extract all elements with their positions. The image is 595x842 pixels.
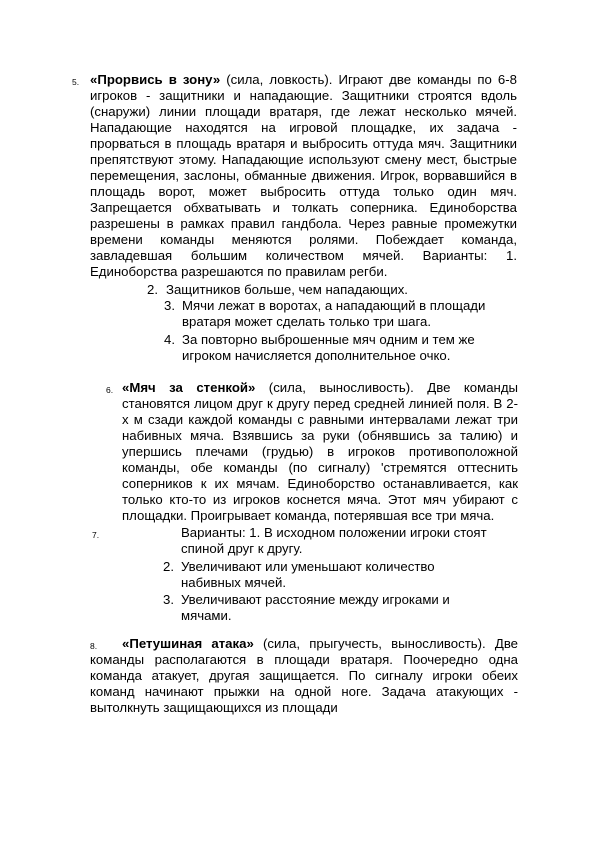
variant-number: 3. <box>163 592 174 607</box>
item-title: «Петушиная атака» <box>122 636 254 651</box>
variant-text: Мячи лежат в воротах, а нападающий в площади <box>182 298 486 313</box>
variant-text: Защитников больше, чем нападающих. <box>166 282 408 297</box>
item-first-line <box>122 380 518 396</box>
text-line: Единоборства разрешаются по правилам регби. <box>90 264 388 279</box>
text-line: разрешены в рамках правил гандбола. Через равные промежутки <box>90 216 517 231</box>
text-line: Нападающие находятся на игровой площадке, их задача - <box>90 120 517 135</box>
text-line: вытолкнуть защищающихся из площади <box>90 700 338 715</box>
text-line: времени команды меняются ролями. Побеждает команда, <box>90 232 517 247</box>
item-first-line-text: (сила, выносливость). Две команды <box>255 380 518 395</box>
text-line: становятся лицом друг к другу перед средней линией поля. В 2- <box>122 396 518 411</box>
text-line: площадь ворот, может выбросить оттуда только один мяч. <box>90 184 517 199</box>
text-line: команда атакует, другая защищается. По сигналу игроки обеих <box>90 668 518 683</box>
text-line: команды, обе команды (по сигналу) 'стремятся оттеснить <box>122 460 518 475</box>
text-line: перемещения, заслоны, обманные движения. Игрок, ворвавшийся в <box>90 168 517 183</box>
item-first-line <box>122 636 518 652</box>
variant-number: 2. <box>163 559 174 574</box>
variant-text: За повторно выброшенные мяч одним и тем же <box>182 332 475 347</box>
text-line: команды располагаются в площади вратаря. Поочередно одна <box>90 652 518 667</box>
variants-intro: Варианты: 1. В исходном положении игроки стоят <box>181 525 487 540</box>
variant-text: Увеличивают или уменьшают количество <box>181 559 435 574</box>
item-number: 8. <box>90 641 98 651</box>
item-first-line-text: (сила, ловкость). Играют две команды по 6-8 <box>220 72 517 87</box>
variant-number: 2. <box>147 282 158 297</box>
variant-text: вратаря может сделать только три шага. <box>182 314 432 329</box>
item-number: 6. <box>106 385 114 395</box>
text-line: упершись плечами (грудью) в игроков противоположной <box>122 444 518 459</box>
variant-text: Увеличивают расстояние между игроками и <box>181 592 450 607</box>
text-line: соперников к их мячам. Единоборство останавливается, как <box>122 476 518 491</box>
text-line: набивных мяча. Взявшись за руки (обнявшись за талию) и <box>122 428 518 443</box>
text-line: только кто-то из игроков коснется мяча. Этот мяч убирают с <box>122 492 518 507</box>
item-title: «Мяч за стенкой» <box>122 380 256 395</box>
text-line: х м сзади каждой команды с равными интервалами лежат три <box>122 412 518 427</box>
variant-number: 4. <box>164 332 175 347</box>
text-line: прорваться в площадь вратаря и выбросить оттуда мяч. Защитники <box>90 136 517 151</box>
text-line: команд начинают прыжки на одной ноге. Задача атакующих - <box>90 684 518 699</box>
item-title: «Прорвись в зону» <box>90 72 221 87</box>
variant-number: 3. <box>164 298 175 313</box>
item-first-line <box>90 72 517 88</box>
text-line: Запрещается обхватывать и толкать соперника. Единоборства <box>90 200 517 215</box>
variant-text: мячами. <box>181 608 232 623</box>
variant-text: игроком начисляется дополнительное очко. <box>182 348 451 363</box>
variant-text: набивных мячей. <box>181 575 287 590</box>
variants-intro-cont: спиной друг к другу. <box>181 541 303 556</box>
text-line: препятствуют этому. Нападающие используют смену мест, быстрые <box>90 152 517 167</box>
text-line: (снаружи) линии площади вратаря, где лежат несколько мячей. <box>90 104 517 119</box>
item-number: 5. <box>72 77 80 87</box>
text-line: площадки. Проигрывает команда, потерявшая все три мяча. <box>122 508 495 523</box>
text-line: игроков - защитники и нападающие. Защитники строятся вдоль <box>90 88 517 103</box>
item-number: 7. <box>92 530 100 540</box>
text-line: завладевшая большим количеством мячей. Варианты: 1. <box>90 248 517 263</box>
item-first-line-text: (сила, прыгучесть, выносливость). Две <box>253 636 519 651</box>
